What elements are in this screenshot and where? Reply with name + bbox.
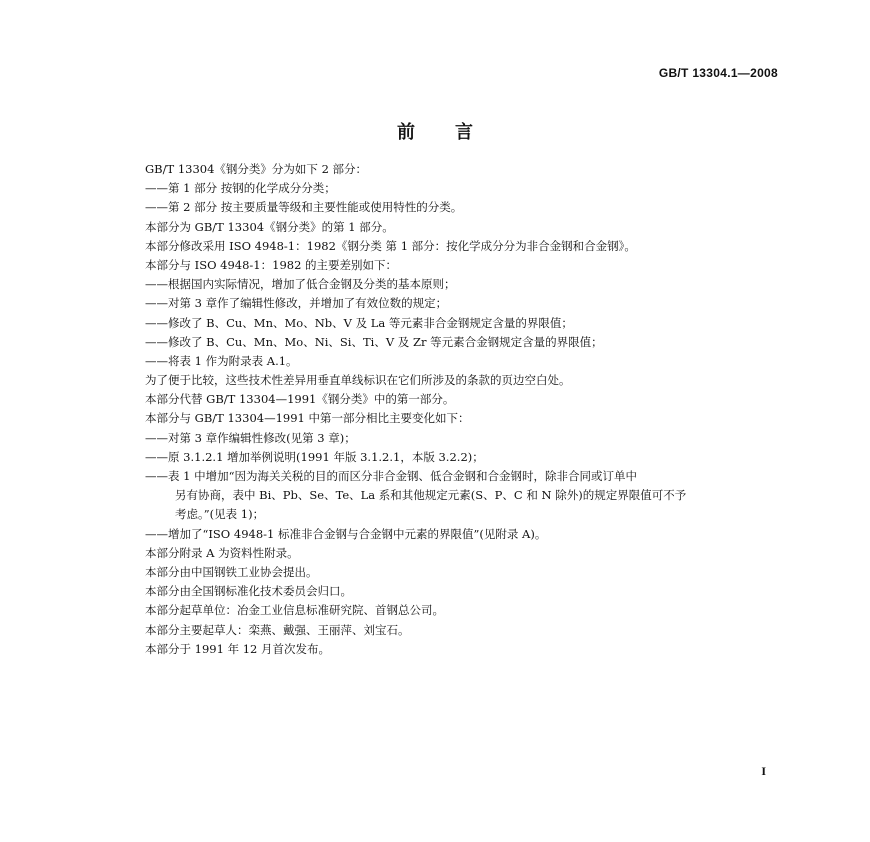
page-title: 前言 — [397, 122, 513, 143]
body-line: ——表 1 中增加“因为海关关税的目的而区分非合金钢、低合金钢和合金钢时，除非合同或订单中 — [145, 469, 638, 483]
standard-code: GB/T 13304.1—2008 — [658, 66, 778, 80]
body-line: 另有协商，表中 Bi、Pb、Se、Te、La 系和其他规定元素(S、P、C 和 N 除外)的规定界限值可不予 — [175, 488, 687, 503]
body-line: 本部分于 1991 年 12 月首次发布。 — [145, 641, 331, 656]
body-line: 本部分由全国钢标准化技术委员会归口。 — [145, 584, 352, 599]
body-line: 本部分修改采用 ISO 4948-1：1982《钢分类 第 1 部分：按化学成分分为非合金钢和合金钢》。 — [145, 238, 636, 253]
body-line: 本部分附录 A 为资料性附录。 — [145, 545, 299, 560]
body-line: ——对第 3 章作编辑性修改(见第 3 章)； — [145, 430, 356, 445]
body-line: 考虑。”(见表 1)； — [175, 507, 265, 522]
body-line: ——修改了 B、Cu、Mn、Mo、Nb、V 及 La 等元素非合金钢规定含量的界限值； — [145, 315, 573, 330]
body-line: ——第 2 部分 按主要质量等级和主要性能或使用特性的分类。 — [145, 200, 463, 215]
body-line: ——第 1 部分 按钢的化学成分分类； — [145, 181, 336, 196]
body-line: 本部分代替 GB/T 13304—1991《钢分类》中的第一部分。 — [145, 392, 455, 407]
body-line: ——对第 3 章作了编辑性修改，并增加了有效位数的规定； — [145, 296, 448, 311]
foreword-body — [145, 160, 785, 659]
body-line: ——增加了“ISO 4948-1 标准非合金钢与合金钢中元素的界限值”(见附录 A)。 — [145, 526, 547, 541]
body-line: 为了便于比较，这些技术性差异用垂直单线标识在它们所涉及的条款的页边空白处。 — [145, 373, 571, 388]
body-line: 本部分与 GB/T 13304—1991 中第一部分相比主要变化如下： — [145, 411, 470, 426]
body-line: GB/T 13304《钢分类》分为如下 2 部分： — [145, 162, 368, 176]
body-line: 本部分由中国钢铁工业协会提出。 — [145, 564, 318, 579]
body-line: 本部分主要起草人：栾燕、戴强、王丽萍、刘宝石。 — [145, 622, 410, 637]
body-line: 本部分起草单位：冶金工业信息标准研究院、首钢总公司。 — [145, 603, 444, 618]
page-number: I — [761, 764, 766, 778]
body-line: ——修改了 B、Cu、Mn、Mo、Ni、Si、Ti、V 及 Zr 等元素合金钢规定含量的界限值； — [145, 334, 603, 349]
body-line: 本部分与 ISO 4948-1：1982 的主要差别如下： — [145, 257, 398, 272]
body-line: 本部分为 GB/T 13304《钢分类》的第 1 部分。 — [145, 219, 394, 234]
body-line: ——根据国内实际情况，增加了低合金钢及分类的基本原则； — [145, 277, 456, 292]
body-line: ——将表 1 作为附录表 A.1。 — [145, 353, 298, 368]
body-line: ——原 3.1.2.1 增加举例说明(1991 年版 3.1.2.1，本版 3.2.2)； — [145, 449, 484, 464]
